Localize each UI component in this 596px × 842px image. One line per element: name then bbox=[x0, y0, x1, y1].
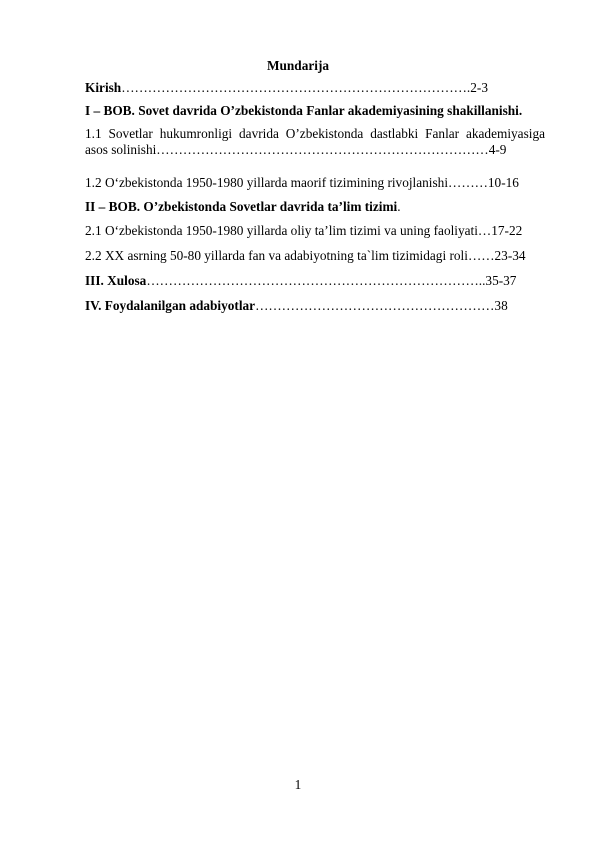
toc-entry-pages: 10-16 bbox=[487, 175, 519, 190]
toc-entry-conclusion bbox=[85, 273, 545, 289]
toc-entry-pages: 17-22 bbox=[491, 223, 523, 238]
toc-entry-leader: … bbox=[477, 223, 492, 238]
toc-chapter-label: II – BOB. O’zbekistonda Sovetlar davrida ta’lim tizimi bbox=[85, 199, 398, 214]
toc-entry-label-line1: 1.1 Sovetlar hukumronligi davrida O’zbekistonda dastlabki Fanlar akademiyasiga bbox=[85, 126, 545, 141]
toc-entry-references bbox=[85, 298, 545, 314]
toc-entry-label: 1.2 O‘zbekistonda 1950-1980 yillarda maorif tizimining rivojlanishi bbox=[85, 175, 449, 190]
toc-entry-pages: 23-34 bbox=[494, 248, 526, 263]
toc-entry-label: Kirish bbox=[85, 80, 122, 95]
page-title: Mundarija bbox=[266, 58, 330, 73]
toc-chapter-2-heading bbox=[85, 199, 545, 215]
toc-entry-1-1 bbox=[85, 126, 545, 158]
toc-entry-pages: 2-3 bbox=[470, 80, 488, 95]
toc-entry-pages: 38 bbox=[494, 298, 508, 313]
toc-entry-leader: ……………………………………………… bbox=[255, 298, 495, 313]
toc-entry-2-2 bbox=[85, 248, 545, 264]
toc-entry-1-2 bbox=[85, 175, 545, 191]
toc-entry-leader: ………………………………………………………………… bbox=[156, 142, 489, 157]
page-number: 1 bbox=[294, 777, 302, 792]
toc-chapter-suffix: . bbox=[397, 199, 401, 214]
toc-entry-label: 2.2 XX asrning 50-80 yillarda fan va adabiyotning ta`lim tizimidagi roli bbox=[85, 248, 468, 263]
toc-entry-leader: …… bbox=[467, 248, 495, 263]
toc-entry-pages: 35-37 bbox=[485, 273, 517, 288]
toc-entry-leader: ……… bbox=[448, 175, 488, 190]
toc-entry-leader: ………………………………………………………………….. bbox=[146, 273, 486, 288]
toc-chapter-1-heading: I – BOB. Sovet davrida O’zbekistonda Fanlar akademiyasining shakillanishi. bbox=[85, 103, 523, 118]
toc-entry-2-1 bbox=[85, 223, 545, 239]
toc-entry-leader: ……………………………………………………………………. bbox=[121, 80, 471, 95]
toc-entry-introduction bbox=[85, 80, 545, 96]
toc-entry-label-line2: asos solinishi bbox=[85, 142, 157, 157]
toc-entry-label: III. Xulosa bbox=[85, 273, 147, 288]
toc-entry-label: IV. Foydalanilgan adabiyotlar bbox=[85, 298, 256, 313]
toc-entry-label: 2.1 O‘zbekistonda 1950-1980 yillarda oliy ta’lim tizimi va uning faoliyati bbox=[85, 223, 478, 238]
toc-entry-pages: 4-9 bbox=[488, 142, 507, 157]
